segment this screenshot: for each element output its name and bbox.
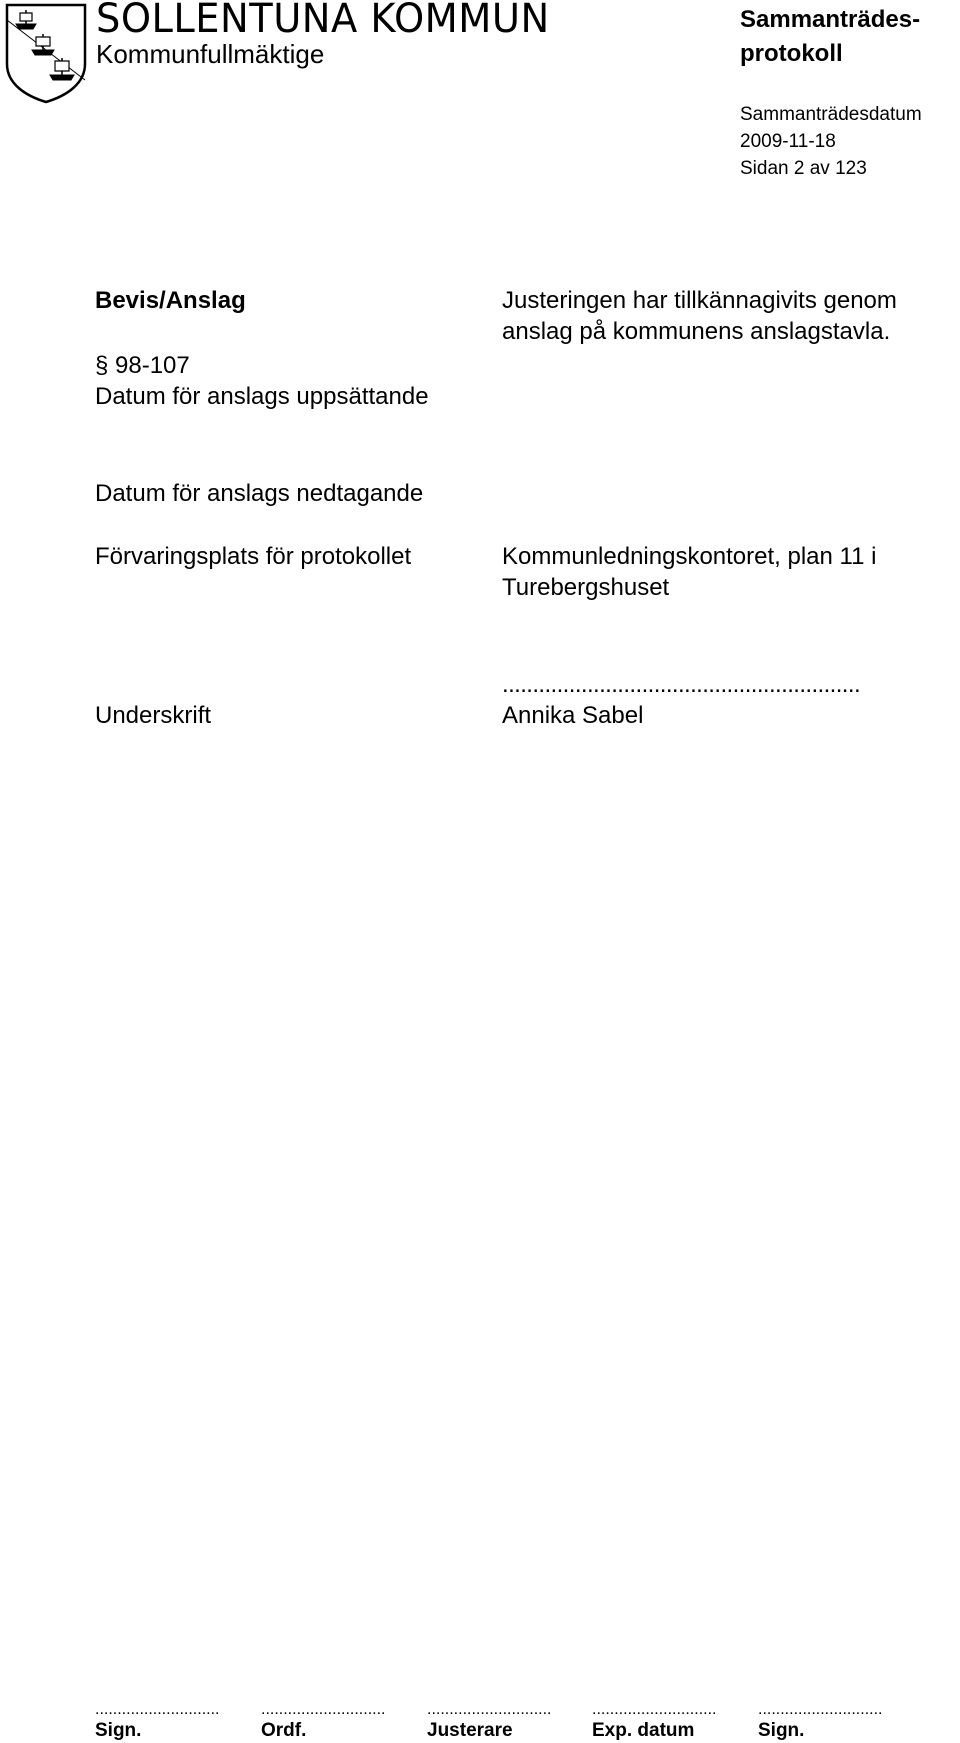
announcement-line-1: Justeringen har tillkännagivits genom [502,287,897,314]
signatory-name: Annika Sabel [502,702,644,729]
organization-name: SOLLENTUNA KOMMUN [96,0,550,42]
footer-sign-2-line: ............................ [758,1701,883,1718]
document-title: Sammanträdes- protokoll [740,6,921,67]
posted-date-label: Datum för anslags uppsättande [95,383,429,410]
footer-exp-date-line: ............................ [592,1701,717,1718]
footer-adjuster-line: ............................ [427,1701,552,1718]
footer-sign-1-label: Sign. [95,1720,142,1741]
storage-value-line-1: Kommunledningskontoret, plan 11 i [502,543,877,570]
paragraph-reference: § 98-107 [95,352,190,379]
removal-date-label: Datum för anslags nedtagande [95,480,424,507]
announcement-line-2: anslag på kommunens anslagstavla. [502,318,891,345]
footer-sign-1-line: ............................ [95,1701,220,1718]
footer-sign-2-label: Sign. [758,1720,805,1741]
municipal-crest-logo [4,2,88,104]
notice-heading: Bevis/Anslag [95,287,246,314]
storage-label: Förvaringsplats för protokollet [95,543,412,570]
footer-chair-line: ............................ [261,1701,386,1718]
signature-label: Underskrift [95,702,212,729]
page-info: Sidan 2 av 123 [740,158,867,179]
footer-adjuster-label: Justerare [427,1720,513,1741]
footer-exp-date-label: Exp. datum [592,1720,695,1741]
department-name: Kommunfullmäktige [96,39,325,69]
meeting-date: 2009-11-18 [740,131,836,152]
footer-chair-label: Ordf. [261,1720,307,1741]
meeting-date-label: Sammanträdesdatum [740,104,922,125]
signature-line: ........................................................... [502,671,861,698]
storage-value-line-2: Turebergshuset [502,574,670,601]
